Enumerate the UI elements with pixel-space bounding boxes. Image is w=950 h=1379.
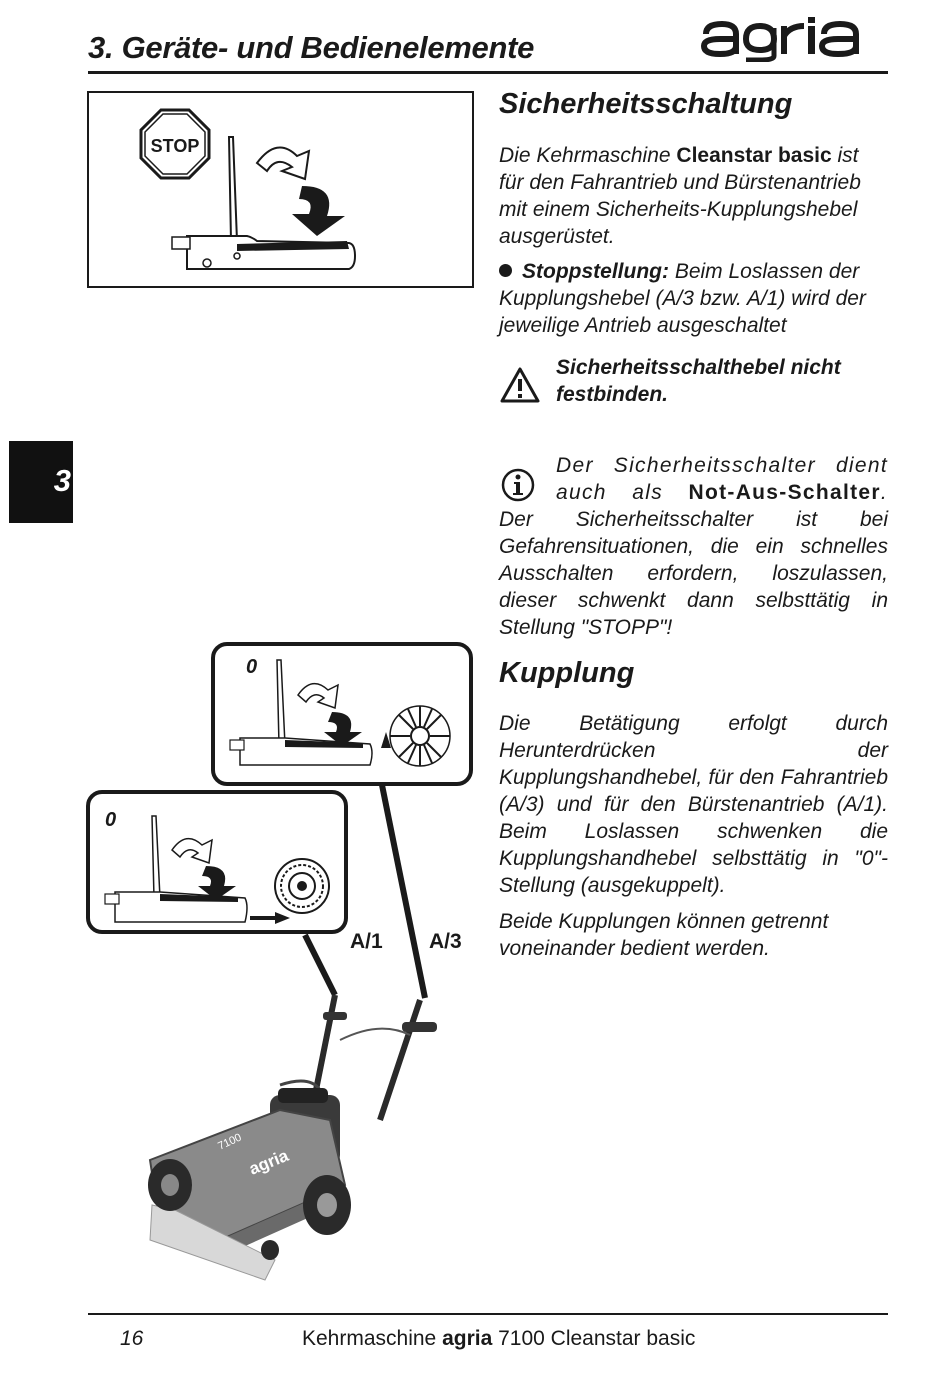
- chapter-tab: [9, 441, 73, 523]
- lever-a3-label: A/3: [429, 930, 462, 953]
- heading-kupplung: Kupplung: [499, 657, 635, 689]
- stop-sign-text: STOP: [150, 136, 200, 156]
- upper-detail-label: 0: [246, 656, 258, 678]
- stop-sign-icon: [141, 110, 209, 178]
- bullet-label: Stoppstellung:: [522, 260, 669, 283]
- page-number: 16: [120, 1327, 144, 1350]
- machine-model-text: 7100: [216, 1131, 244, 1153]
- info-icon: [500, 467, 536, 508]
- footer-text-1: Kehrmaschine: [302, 1327, 443, 1350]
- lower-detail-label: 0: [105, 809, 117, 831]
- bullet-text: Beim Loslassen der Kupplungshebel (A/3 bzw. A/1) wird der jeweilige Antrieb ausgeschaltet: [499, 260, 866, 337]
- sicherheit-intro: [499, 142, 888, 250]
- product-name: Cleanstar basic: [676, 144, 832, 167]
- chapter-tab-label: 3: [53, 463, 71, 498]
- bullet-stoppstellung: [499, 258, 888, 339]
- header-rule: [88, 71, 888, 74]
- not-aus-label: Not-Aus-Schalter: [688, 481, 881, 504]
- info-text-period: .: [880, 481, 888, 504]
- warning-triangle-icon: [500, 366, 540, 409]
- agria-logo: [700, 14, 865, 67]
- sweeper-machine: [148, 995, 437, 1280]
- footer-rule: [88, 1313, 888, 1315]
- info-text-lead: Der Sicherheitsschalter dient auch als: [556, 454, 888, 504]
- info-text-rest: Der Sicherheitsschalter ist bei Gefahrensituationen, die ein schnelles Ausschalten erfordern, loszulassen, dieser schwenkt dann selbsttätig in Stellung "STOPP"!: [499, 508, 888, 639]
- footer-brand: agria: [442, 1327, 493, 1350]
- intro-text-1: Die Kehrmaschine: [499, 144, 677, 167]
- heading-sicherheitsschaltung: Sicherheitsschaltung: [499, 88, 793, 120]
- warning-text: Sicherheitsschalthebel nicht festbinden.: [556, 356, 841, 406]
- footer-text-2: 7100 Cleanstar basic: [492, 1327, 696, 1350]
- page-title: 3. Geräte- und Bedienelemente: [88, 30, 535, 65]
- machine-brand-text: agria: [246, 1145, 292, 1179]
- kupplung-para-1: Die Betätigung erfolgt durch Herunterdrücken der Kupplungshandhebel, für den Fahrantrieb (A/3) und für den Bürstenantrieb (A/1). Beim Loslassen schwenken die Kupplungshandhebel selbsttätig in "0"-Stellung (ausgekuppelt).: [499, 712, 888, 897]
- footer-text: [302, 1327, 695, 1351]
- stop-lever-figure: [87, 91, 475, 294]
- clutch-figure: [80, 640, 480, 1305]
- intro-text-2: ist für den Fahrantrieb und Bürstenantrieb mit einem Sicherheits-Kupplungshebel ausgerüstet.: [499, 144, 861, 248]
- kupplung-para-2: Beide Kupplungen können getrennt voneinander bedient werden.: [499, 910, 829, 960]
- info-text-first: [556, 452, 888, 506]
- bullet-dot-icon: [499, 264, 512, 277]
- lever-a1-label: A/1: [350, 930, 383, 953]
